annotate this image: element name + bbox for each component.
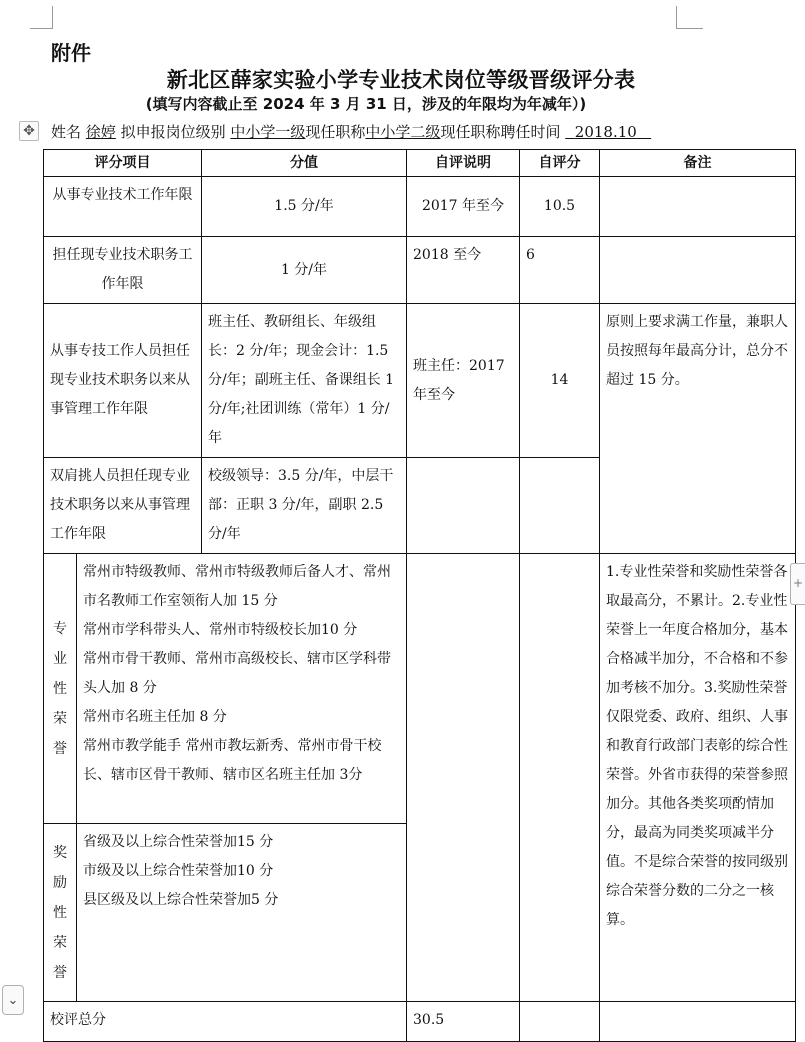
attachment-label: 附件 <box>51 41 91 65</box>
hire-time-label: 现任职称聘任时间 <box>440 123 561 141</box>
row1-explain: 2017 年至今 <box>407 177 520 237</box>
crop-mark-top-right <box>676 6 703 29</box>
header-self-score: 自评分 <box>520 150 600 177</box>
plus-icon: + <box>792 576 804 590</box>
chevron-down-icon: ⌄ <box>7 992 19 1008</box>
row2-self-score: 6 <box>520 237 600 304</box>
total-note <box>600 1002 796 1042</box>
move-arrows-icon: ✥ <box>23 123 35 139</box>
label-char: 荣 <box>53 934 67 951</box>
crop-mark-top-left <box>30 6 53 29</box>
current-title-label: 现任职称 <box>305 123 366 141</box>
row4-self-score <box>520 458 600 554</box>
label-char: 性 <box>53 680 67 697</box>
table-move-handle[interactable] <box>19 121 39 141</box>
label-char: 专 <box>53 620 67 637</box>
list-item: 省级及以上综合性荣誉加15 分 <box>83 834 274 850</box>
row4-item: 双肩挑人员担任现专业技术职务以来从事管理工作年限 <box>44 458 202 554</box>
table-row <box>44 554 796 824</box>
row3-self-score: 14 <box>520 304 600 458</box>
professional-honor-list <box>77 554 407 824</box>
row3-explain: 班主任：2017 年至今 <box>407 304 520 458</box>
document-title: 新北区薛家实验小学专业技术岗位等级晋级评分表 <box>166 68 636 92</box>
total-self-score <box>520 1002 600 1042</box>
label-char: 奖 <box>53 844 67 861</box>
row2-note <box>600 237 796 304</box>
professional-honor-label <box>44 554 77 824</box>
list-item: 常州市学科带头人、常州市特级校长加10 分 <box>83 622 358 638</box>
list-item: 常州市特级教师、常州市特级教师后备人才、常州市名教师工作室领衔人加 15 分 <box>83 564 391 609</box>
expand-button[interactable] <box>2 985 24 1015</box>
row3-score: 班主任、教研组长、年级组长：2 分/年；现金会计：1.5 分/年；副班主任、备课组长 1 分/年;社团训练（常年）1 分/年 <box>202 304 407 458</box>
award-honor-list <box>77 824 407 1002</box>
label-char: 誉 <box>53 964 67 981</box>
row3-item: 从事专技工作人员担任现专业技术职务以来从事管理工作年限 <box>44 304 202 458</box>
row1-score: 1.5 分/年 <box>202 177 407 237</box>
table-row <box>44 237 796 304</box>
table-row <box>44 1002 796 1042</box>
row1-item: 从事专业技术工作年限 <box>44 177 202 237</box>
row4-explain <box>407 458 520 554</box>
label-char: 荣 <box>53 710 67 727</box>
name-label: 姓名 <box>51 123 82 141</box>
row2-item: 担任现专业技术职务工作年限 <box>44 237 202 304</box>
honor-explain <box>407 554 520 1002</box>
honor-self-score <box>520 554 600 1002</box>
total-label: 校评总分 <box>44 1002 407 1042</box>
award-honor-label <box>44 824 77 1002</box>
apply-level-label: 拟申报岗位级别 <box>120 123 226 141</box>
row1-self-score: 10.5 <box>520 177 600 237</box>
list-item: 县区级及以上综合性荣誉加5 分 <box>83 892 279 908</box>
total-value: 30.5 <box>407 1002 520 1042</box>
table-row <box>44 177 796 237</box>
label-char: 励 <box>53 874 67 891</box>
table-header-row <box>44 150 796 177</box>
header-item: 评分项目 <box>44 150 202 177</box>
table-row <box>44 304 796 458</box>
label-char: 誉 <box>53 740 67 757</box>
hire-time-value <box>565 123 651 141</box>
header-explain: 自评说明 <box>407 150 520 177</box>
apply-level-value: 中小学一级 <box>230 123 306 141</box>
list-item: 市级及以上综合性荣誉加10 分 <box>83 863 274 879</box>
header-note: 备注 <box>600 150 796 177</box>
document-subtitle: (填写内容截止至 2024 年 3 月 31 日，涉及的年限均为年减年）) <box>145 95 587 113</box>
list-item: 常州市名班主任加 8 分 <box>83 709 227 725</box>
hire-time-text: 2018.10 <box>574 123 637 141</box>
current-title-value: 中小学二级 <box>365 123 441 141</box>
side-panel-tab[interactable] <box>790 563 805 605</box>
score-table <box>43 149 796 1042</box>
header-score: 分值 <box>202 150 407 177</box>
label-char: 性 <box>53 904 67 921</box>
row4-score: 校级领导：3.5 分/年，中层干部：正职 3 分/年，副职 2.5 分/年 <box>202 458 407 554</box>
label-char: 业 <box>53 650 67 667</box>
row3-note: 原则上要求满工作量，兼职人员按照每年最高分计，总分不超过 15 分。 <box>600 304 796 554</box>
row1-note <box>600 177 796 237</box>
row2-score: 1 分/年 <box>202 237 407 304</box>
row2-explain: 2018 至今 <box>407 237 520 304</box>
list-item: 常州市教学能手 常州市教坛新秀、常州市骨干校长、辖市区骨干教师、辖市区名班主任加 3分 <box>83 738 382 783</box>
honor-note: 1.专业性荣誉和奖励性荣誉各取最高分，不累计。2.专业性荣誉上一年度合格加分，基本合格减半加分，不合格和不参加考核不加分。3.奖励性荣誉仅限党委、政府、组织、人事和教育行政部门表彰的综合性荣誉。外省市获得的荣誉参照加分。其他各类奖项酌情加分，最高为同类奖项减半分值。不是综合荣誉的按同级别综合荣誉分数的二分之一核算。 <box>600 554 796 1002</box>
applicant-info-line <box>51 121 651 142</box>
name-value: 徐婷 <box>85 123 116 141</box>
list-item: 常州市骨干教师、常州市高级校长、辖市区学科带头人加 8 分 <box>83 651 391 696</box>
